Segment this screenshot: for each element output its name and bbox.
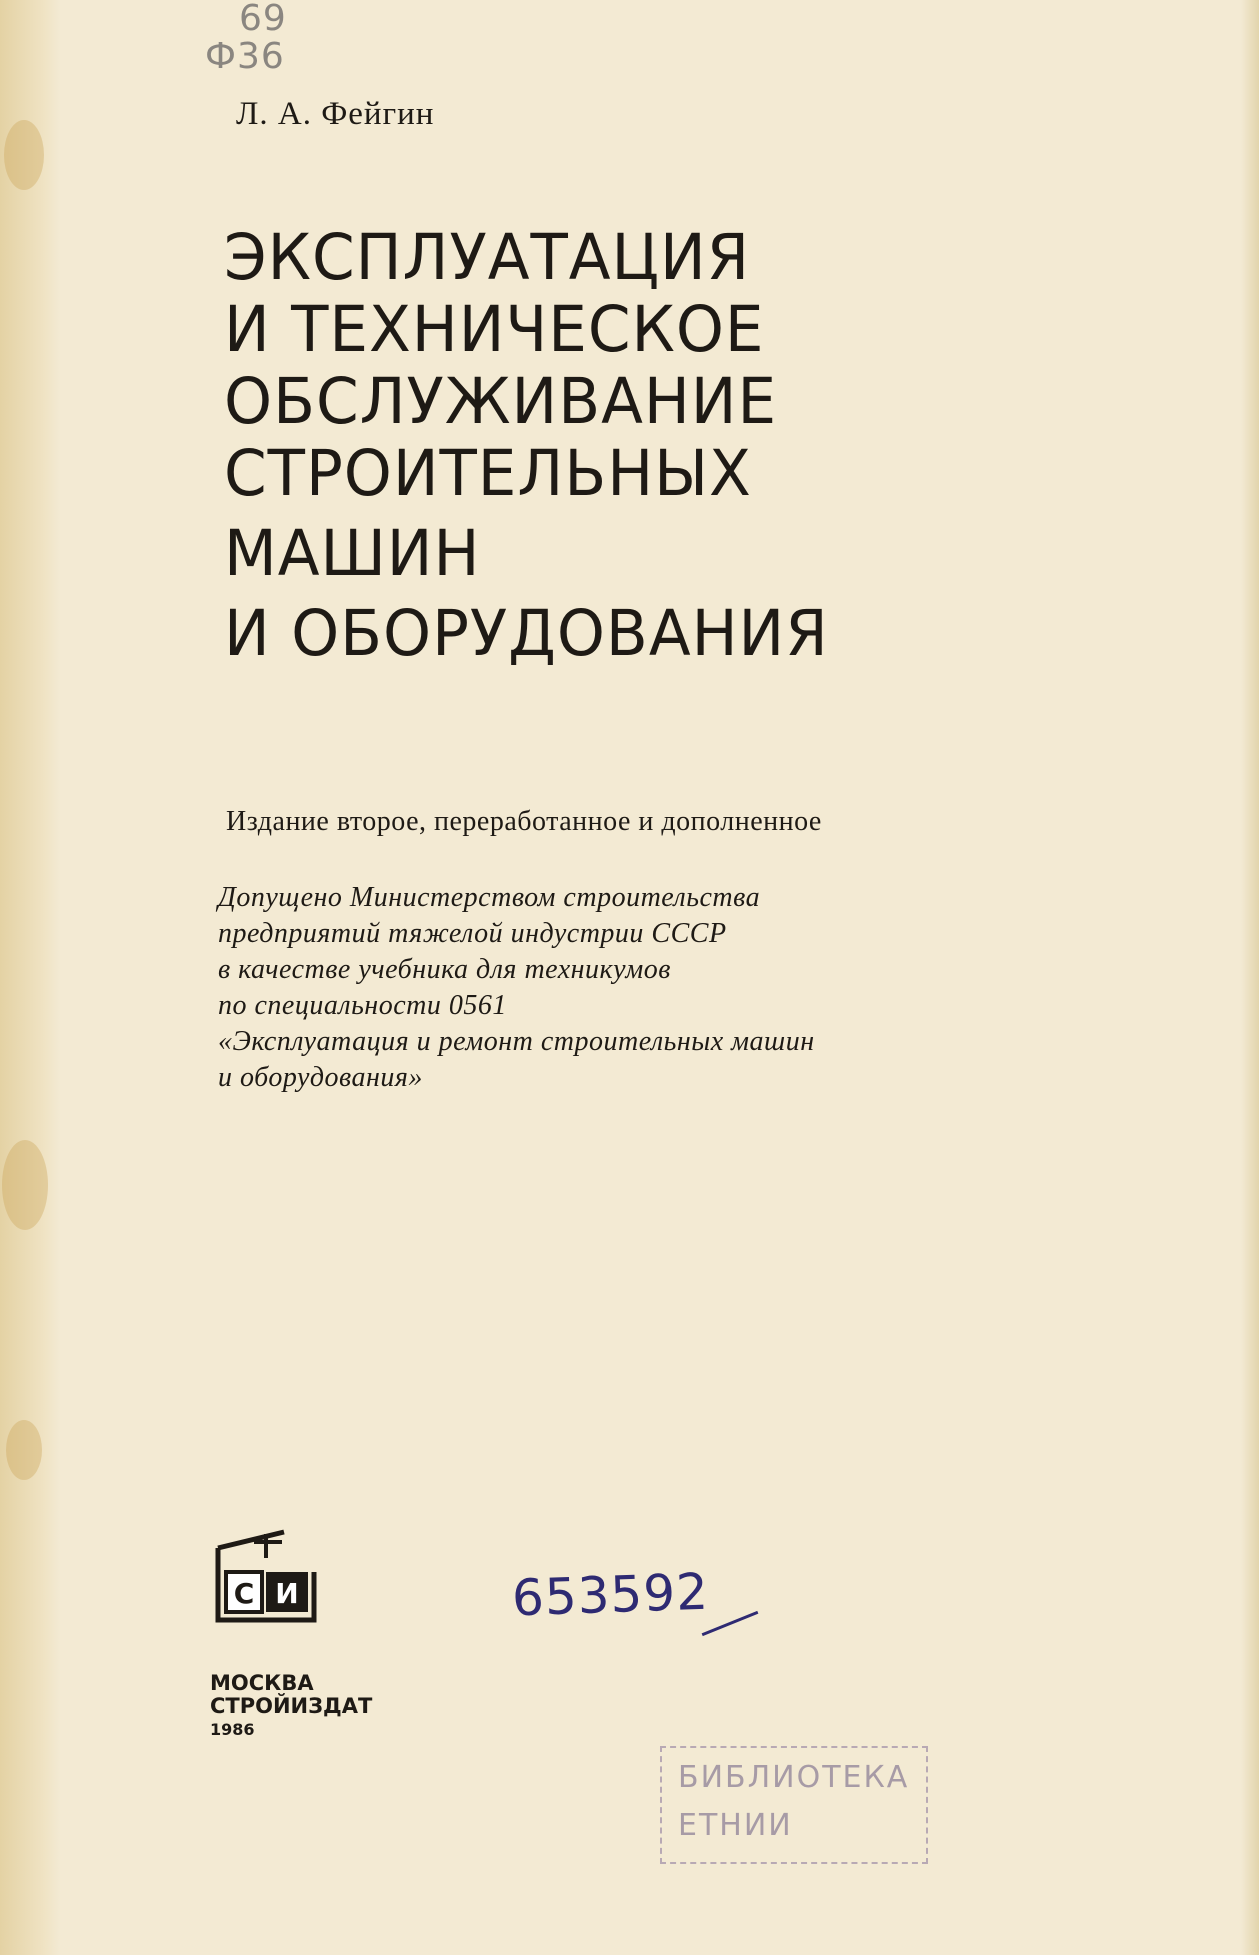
paper-stain [6,1420,42,1480]
title-line: И ТЕХНИЧЕСКОЕ [224,293,765,366]
logo-letter: С [233,1577,255,1610]
publisher-city: МОСКВА [210,1671,314,1695]
title-line: И ОБОРУДОВАНИЯ [224,597,829,670]
book-title [224,222,829,670]
approval-line: Допущено Министерством строительства [218,882,761,913]
inventory-underline [702,1611,759,1636]
approval-note [218,880,815,1096]
shelfmark-line1: 69 [239,0,287,39]
logo-letter: И [275,1577,299,1610]
edition-note: Издание второе, переработанное и дополненное [226,806,822,837]
stamp-line: ЕТНИИ [678,1808,793,1843]
approval-line: по специальности 0561 [218,990,507,1021]
title-line: ЭКСПЛУАТАЦИЯ [224,221,751,294]
approval-line: предприятий тяжелой индустрии СССР [218,918,727,949]
paper-stain [2,1140,48,1230]
title-line: СТРОИТЕЛЬНЫХ [224,437,752,510]
title-line: ОБСЛУЖИВАНИЕ [224,365,778,438]
paper-stain [4,120,44,190]
stamp-line: БИБЛИОТЕКА [678,1760,910,1795]
publisher-name: СТРОЙИЗДАТ [210,1694,373,1718]
author-name: Л. А. Фейгин [236,96,435,132]
approval-line: и оборудования» [218,1062,423,1093]
approval-line: «Эксплуатация и ремонт строительных машин [218,1026,815,1057]
publication-year: 1986 [210,1720,255,1739]
shelfmark [205,0,287,76]
publisher-logo [214,1528,318,1624]
title-line: МАШИН [224,517,481,590]
inventory-number: 653592 [511,1562,710,1628]
publisher-imprint [210,1672,372,1741]
approval-line: в качестве учебника для техникумов [218,954,671,985]
library-stamp [660,1746,928,1864]
shelfmark-line2: Ф36 [205,36,285,77]
